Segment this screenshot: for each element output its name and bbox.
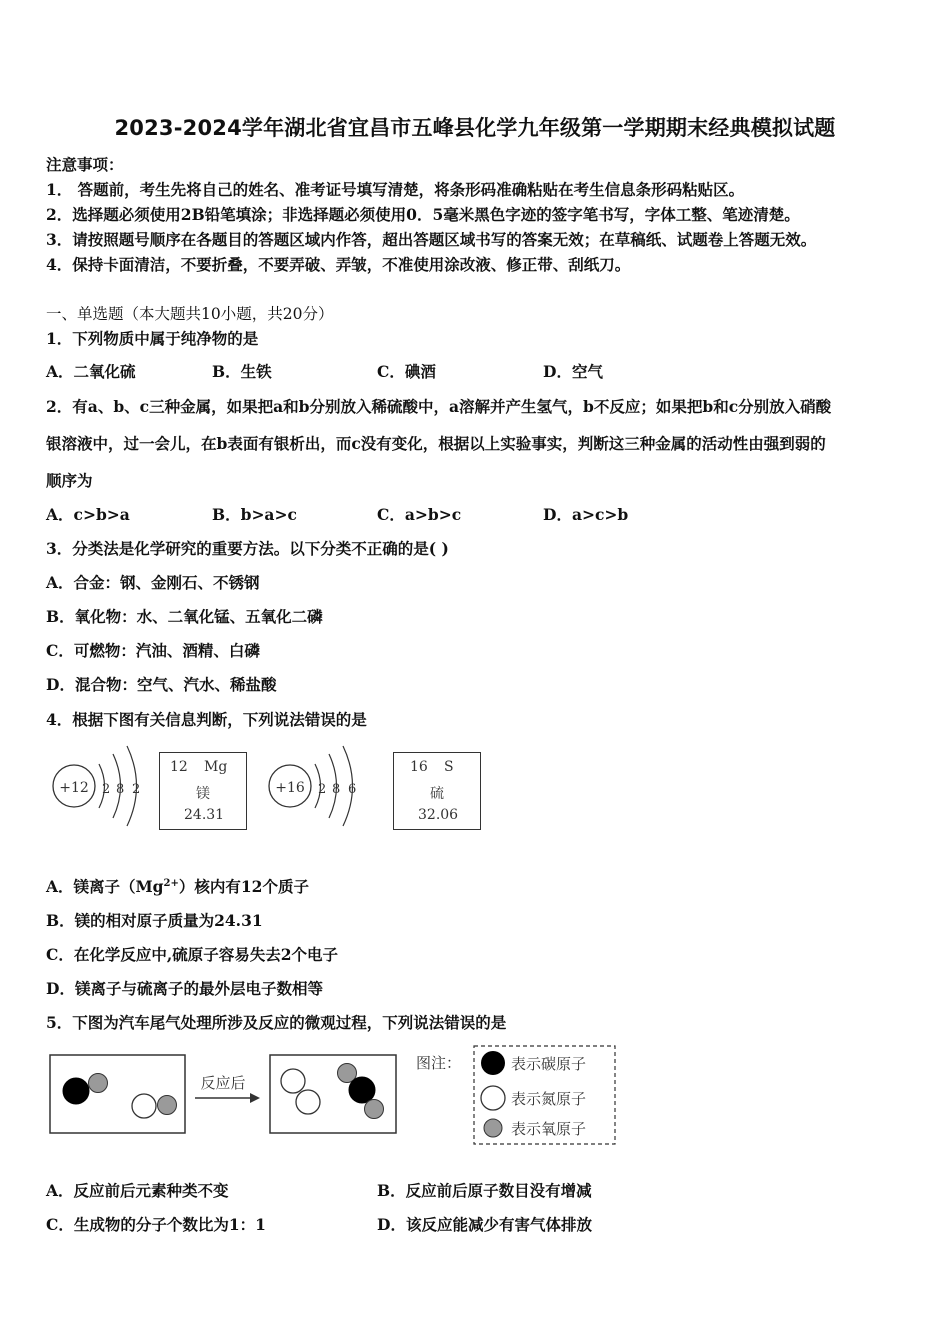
element-name: 镁 (196, 786, 210, 802)
shell-electron-count: 2 (132, 782, 141, 797)
notice-heading: 注意事项： (46, 155, 124, 174)
q2-option-a: A．c>b>a (46, 505, 130, 524)
element-symbol: Mg (204, 759, 228, 775)
arrow-label: 反应后 (200, 1074, 246, 1092)
nitrogen-atom (296, 1090, 320, 1114)
nitrogen-atom (281, 1069, 305, 1093)
q1-option-d: D．空气 (543, 362, 603, 381)
q5-option-d: D．该反应能减少有害气体排放 (377, 1215, 592, 1234)
nucleus-charge: +16 (275, 780, 305, 796)
element-mass: 32.06 (418, 807, 459, 823)
mg-element-card (159, 752, 247, 830)
oxygen-atom (365, 1100, 384, 1119)
question-2-stem-line: 银溶液中，过一会儿，在b表面有银析出，而c没有变化，根据以上实验事实，判断这三种金属的活动性由强到弱的 (46, 434, 826, 453)
carbon-atom (63, 1078, 89, 1104)
element-symbol: S (444, 759, 454, 775)
q3-option-c: C．可燃物：汽油、酒精、白磷 (46, 641, 260, 660)
q4-option-b: B．镁的相对原子质量为24.31 (46, 911, 263, 930)
q4-option-a: A．镁离子$(Mg^{2+})$核内有12个质子 (46, 877, 309, 896)
q1-option-c: C．碘酒 (377, 362, 436, 381)
shell-electron-count: 2 (102, 782, 111, 797)
notice-item: 2．选择题必须使用2B铅笔填涂；非选择题必须使用0．5毫米黑色字迹的签字笔书写，字体工整、笔迹清楚。 (46, 205, 800, 224)
shell-electron-count: 8 (332, 782, 341, 797)
notice-item: 1． 答题前，考生先将自己的姓名、准考证号填写清楚，将条形码准确粘贴在考生信息条形码粘贴区。 (46, 180, 745, 199)
question-3-stem: 3．分类法是化学研究的重要方法。以下分类不正确的是( ) (46, 539, 449, 558)
section-heading: 一、单选题（本大题共10小题，共20分） (46, 305, 334, 323)
q5-option-a: A．反应前后元素种类不变 (46, 1181, 229, 1200)
question-2-stem-line: 2．有a、b、c三种金属，如果把a和b分别放入稀硫酸中，a溶解并产生氢气，b不反应；如果把b和c分别放入硝酸 (46, 397, 832, 416)
notice-item: 4．保持卡面清洁，不要折叠，不要弄破、弄皱，不准使用涂改液、修正带、刮纸刀。 (46, 255, 631, 274)
nitrogen-atom (132, 1094, 156, 1118)
question-4-stem: 4．根据下图有关信息判断，下列说法错误的是 (46, 710, 367, 729)
legend-carbon-label: 表示碳原子 (511, 1055, 587, 1073)
q3-option-b: B．氧化物：水、二氧化锰、五氧化二磷 (46, 607, 323, 626)
q3-option-a: A．合金：钢、金刚石、不锈钢 (46, 573, 260, 592)
q4-option-c: C．在化学反应中,硫原子容易失去2个电子 (46, 945, 339, 964)
shell-electron-count: 2 (318, 782, 327, 797)
s-atom-structure-diagram (262, 738, 372, 838)
legend-title: 图注： (416, 1054, 462, 1072)
question-1-stem: 1．下列物质中属于纯净物的是 (46, 329, 259, 348)
s-element-card (393, 752, 481, 830)
reaction-micro-diagram (40, 1040, 630, 1150)
shell-electron-count: 6 (348, 782, 357, 797)
legend-nitrogen-icon (481, 1086, 505, 1110)
oxygen-atom (89, 1074, 108, 1093)
q1-option-a: A．二氧化硫 (46, 362, 136, 381)
q2-option-c: C．a>b>c (377, 505, 462, 524)
legend-nitrogen-label: 表示氮原子 (511, 1090, 587, 1108)
nucleus-charge: +12 (59, 780, 89, 796)
element-number: 12 (170, 759, 188, 775)
page-title: 2023-2024学年湖北省宜昌市五峰县化学九年级第一学期期末经典模拟试题 (114, 116, 836, 140)
shell-electron-count: 8 (116, 782, 125, 797)
element-name: 硫 (430, 786, 444, 802)
q2-option-d: D．a>c>b (543, 505, 629, 524)
q1-option-b: B．生铁 (212, 362, 272, 381)
question-2-stem-line: 顺序为 (46, 471, 93, 490)
q3-option-d: D．混合物：空气、汽水、稀盐酸 (46, 675, 277, 694)
q4-option-d: D．镁离子与硫离子的最外层电子数相等 (46, 979, 323, 998)
q5-option-c: C．生成物的分子个数比为1：1 (46, 1215, 266, 1234)
element-mass: 24.31 (184, 807, 225, 823)
legend-oxygen-icon (484, 1119, 502, 1137)
carbon-atom (349, 1077, 375, 1103)
element-number: 16 (410, 759, 428, 775)
mg-atom-structure-diagram (44, 738, 154, 838)
oxygen-atom (158, 1096, 177, 1115)
notice-item: 3．请按照题号顺序在各题目的答题区域内作答，超出答题区域书写的答案无效；在草稿纸、试题卷上答题无效。 (46, 230, 817, 249)
after-reaction-box (270, 1055, 396, 1133)
question-5-stem: 5．下图为汽车尾气处理所涉及反应的微观过程，下列说法错误的是 (46, 1013, 507, 1032)
q5-option-b: B．反应前后原子数目没有增减 (377, 1181, 592, 1200)
q2-option-b: B．b>a>c (212, 505, 297, 524)
legend-oxygen-label: 表示氧原子 (511, 1120, 587, 1138)
legend-carbon-icon (481, 1051, 505, 1075)
